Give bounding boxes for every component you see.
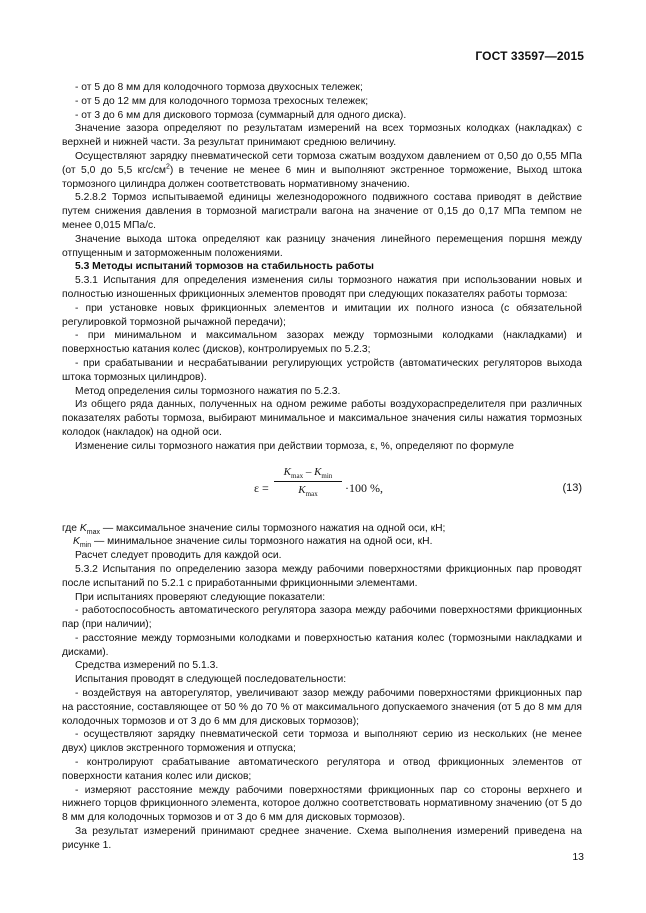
paragraph: - от 5 до 8 мм для колодочного тормоза двухосных тележек; xyxy=(75,82,363,93)
document-body xyxy=(62,81,582,853)
definition-kmin: $K_{min}$ — минимальное значение силы тормозного нажатия на одной оси, кН. xyxy=(73,536,433,550)
paragraph: Расчет следует проводить для каждой оси. xyxy=(75,550,282,562)
paragraph: 5.3.2 Испытания по определению зазора между рабочими поверхностями фрикционных пар проводят после испытаний по 5.2.1 с приработанными фрикционными элементами. xyxy=(62,563,582,589)
paragraph: При испытаниях проверяют следующие показатели: xyxy=(75,591,326,603)
formula-13 xyxy=(62,466,582,516)
paragraph: - воздействуя на авторегулятор, увеличивают зазор между рабочими поверхностями фрикционных пар на расстояние, составляющее от 50 % до 70 % от максимального допускаемого значения (от 5 до 8 мм для колодочных тормозов и от 3 до 6 мм для дисковых тормозов); xyxy=(62,688,582,727)
paragraph: - работоспособность автоматического регулятора зазора между рабочими поверхностями фрикционных пар (при наличии); xyxy=(62,605,582,631)
paragraph: За результат измерений принимают среднее значение. Схема выполнения измерений приведена на рисунке 1. xyxy=(62,826,582,851)
formula-numerator: $K_{max} - K_{min}$ xyxy=(274,466,342,483)
formula-number: (13) xyxy=(562,481,582,494)
paragraph: Значение зазора определяют по результатам измерений на всех тормозных колодках (накладках) с верхней и нижней части. За результат принимают среднюю величину. xyxy=(62,123,582,149)
paragraph: Средства измерений по 5.1.3. xyxy=(75,660,219,672)
paragraph: - от 3 до 6 мм для дискового тормоза (суммарный для одного диска). xyxy=(75,109,407,121)
paragraph: 5.3.1 Испытания для определения изменения силы тормозного нажатия при использовании новых и полностью изношенных фрикционных элементов проводят при следующих показателях работы тормоза: xyxy=(62,275,582,300)
formula-fraction xyxy=(274,466,342,499)
page-number: 13 xyxy=(572,851,584,863)
paragraph: Изменение силы тормозного нажатия при действии тормоза, ε, %, определяют по формуле xyxy=(75,440,514,452)
formula-multiplier: ·100 %, xyxy=(345,480,383,495)
paragraph: - при установке новых фрикционных элементов и имитации их полного износа (с обязательной регулировкой тормозной рычажной передачи); xyxy=(62,302,582,328)
charging-sup: 2 xyxy=(165,163,170,171)
charging-tail: ) в течение не менее 6 мин и выполняют экстренное торможение, Выход штока тормозного цилиндра должен соответствовать нормативному значению. xyxy=(62,164,582,190)
document-header-standard: ГОСТ 33597—2015 xyxy=(475,49,584,63)
section-heading: 5.3 Методы испытаний тормозов на стабильность работы xyxy=(75,261,374,273)
paragraph: Значение выхода штока определяют как разницу значения линейного перемещения поршня между отпущенным и заторможенным положениями. xyxy=(62,233,582,259)
paragraph: Метод определения силы тормозного нажатия по 5.2.3. xyxy=(75,385,341,397)
paragraph: - при срабатывании и несрабатывании регулирующих устройств (автоматических регуляторов выхода штока тормозных цилиндров). xyxy=(62,357,582,383)
charging-lead: Осуществляют зарядку пневматической сети тормоза сжатым воздухом давлением от 0,50 до 0,55 МПа (от 5,0 до 5,5 кгс/см xyxy=(62,150,582,176)
paragraph: 5.2.8.2 Тормоз испытываемой единицы железнодорожного подвижного состава приводят в действие путем снижения давления в тормозной магистрали вагона на значение от 0,15 до 0,17 МПа темпом не менее 0,015 МПа/с. xyxy=(62,192,582,231)
definition-kmax: где $K_{max}$ — максимальное значение силы тормозного нажатия на одной оси, кН; xyxy=(62,522,446,536)
formula-lhs: ε = xyxy=(254,480,269,495)
paragraph-charging xyxy=(62,150,582,191)
paragraph: - расстояние между тормозными колодками и поверхностью катания колес (тормозными накладками и дисками). xyxy=(62,632,582,658)
paragraph: Испытания проводят в следующей последовательности: xyxy=(75,674,347,686)
paragraph: - осуществляют зарядку пневматической сети тормоза и выполняют серию из нескольких (не менее двух) циклов экстренного торможения и отпуска; xyxy=(62,729,582,755)
paragraph: - контролируют срабатывание автоматического регулятора и отвод фрикционных элементов от поверхности катания колес или дисков; xyxy=(62,757,582,782)
paragraph: - измеряют расстояние между рабочими поверхностями фрикционных пар со стороны верхнего и нижнего торцов фрикционного элемента, которое должно соответствовать нормативному значению (от 5 до 8 мм для колодочных тормозов и от 3 до 6 мм для дисковых тормозов). xyxy=(62,784,582,824)
paragraph: Из общего ряда данных, полученных на одном режиме работы воздухораспределителя при различных показателях работы тормоза, выбирают минимальное и максимальное значения силы нажатия тормозных колодок (накладок) на одной оси. xyxy=(62,399,582,438)
paragraph: - при минимальном и максимальном зазорах между тормозными колодками (накладками) и поверхностью катания колес (дисков), контролируемых по 5.2.3; xyxy=(62,330,582,356)
paragraph: - от 5 до 12 мм для колодочного тормоза трехосных тележек; xyxy=(75,95,369,107)
formula-denominator: $K_{max}$ xyxy=(298,484,318,499)
